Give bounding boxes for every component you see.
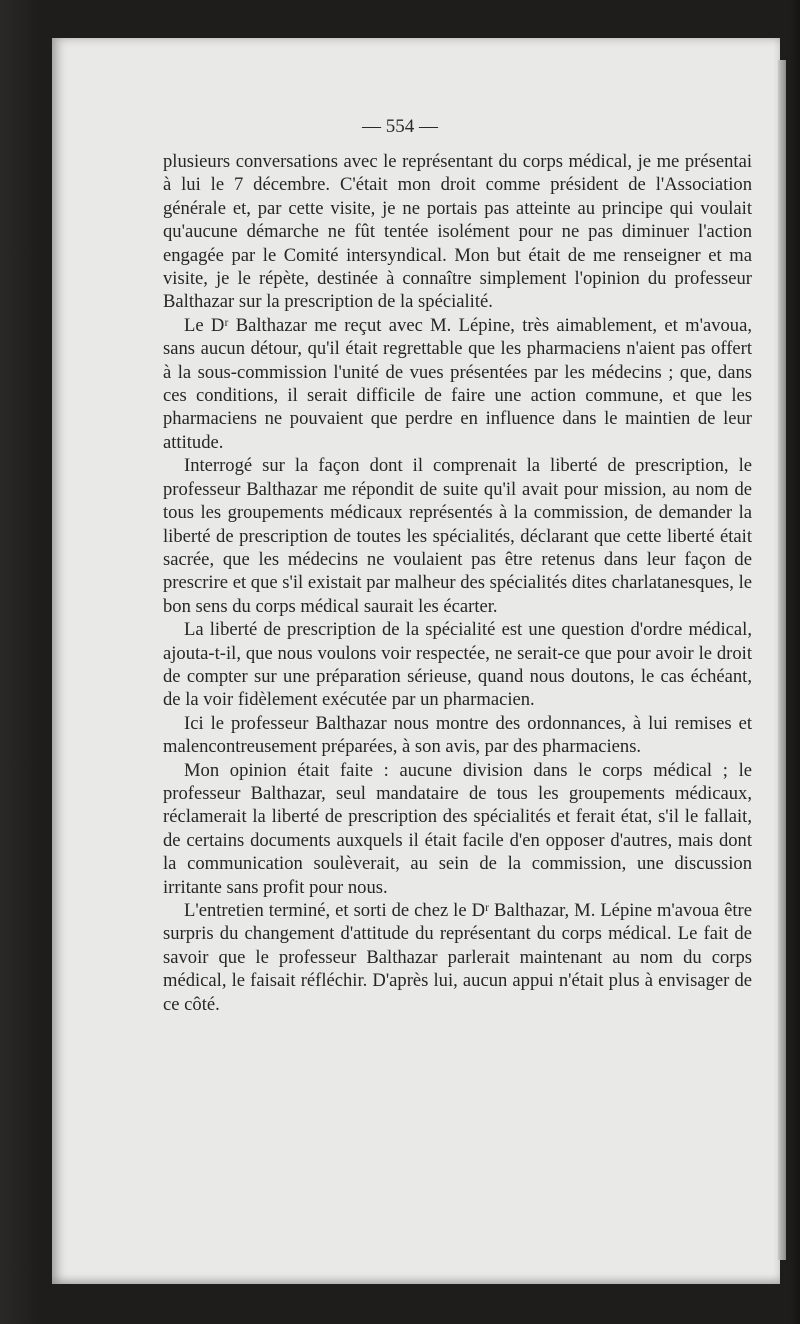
page-edge — [778, 60, 786, 1260]
paragraph: La liberté de prescription de la spécialité est une question d'ordre médical, ajouta-t-il, que nous voulons voir respectée, ne serait-ce que pour avoir le droit de compter sur une préparation sérieuse, quand nous doutons, le cas échéant, de la voir fidèlement exécutée par un pharmacien. — [163, 619, 752, 711]
paragraph: Interrogé sur la façon dont il comprenait la liberté de prescription, le professeur Balthazar me répondit de suite qu'il avait pour mission, au nom de tous les groupements médicaux représentés à la commission, de demander la liberté de prescription de toutes les spécialités, déclarant que cette liberté était sacrée, que les médecins ne voulaient pas être retenus dans leur façon de prescrire et que s'il existait par malheur des spécialités dites charlatanesques, le bon sens du corps médical saurait les écarter. — [163, 455, 752, 617]
paragraph: Ici le professeur Balthazar nous montre des ordonnances, à lui remises et malencontreusement préparées, à son avis, par des pharmaciens. — [163, 712, 752, 758]
paragraph: Mon opinion était faite : aucune division dans le corps médical ; le professeur Balthazar, seul mandataire de tous les groupements médicaux, réclamerait la liberté de prescription des spécialités et ferait état, s'il le fallait, de certains documents auxquels il était facile d'en opposer d'autres, mais dont la communication soulèverait, au sein de la commission, une discussion irritante sans profit pour nous. — [163, 759, 752, 898]
paragraph: Le Dʳ Balthazar me reçut avec M. Lépine, très aimablement, et m'avoua, sans aucun détour, qu'il était regrettable que les pharmaciens n'aient pas offert à la sous-commission l'unité de vues présentées par les médecins ; que, dans ces conditions, il serait difficile de faire une action commune, et que les pharmaciens ne pouvaient que perdre en influence dans le maintien de leur attitude. — [163, 314, 752, 453]
body-text — [163, 150, 752, 1016]
paragraph: L'entretien terminé, et sorti de chez le Dʳ Balthazar, M. Lépine m'avoua être surpris du changement d'attitude du représentant du corps médical. Le fait de savoir que le professeur Balthazar parlerait maintenant au nom du corps médical, le faisait réfléchir. D'après lui, aucun appui n'était plus à envisager de ce côté. — [163, 900, 752, 1015]
paragraph: plusieurs conversations avec le représentant du corps médical, je me présentai à lui le 7 décembre. C'était mon droit comme président de l'Association générale et, par cette visite, je ne portais pas atteinte au principe qui voulait qu'aucune démarche ne fût tentée isolément pour ne pas diminuer l'action engagée par le Comité intersyndical. Mon but était de me renseigner et ma visite, je le répète, destinée à connaître simplement l'opinion du professeur Balthazar sur la prescription de la spécialité. — [163, 151, 752, 313]
page-number: — 554 — — [362, 116, 438, 137]
